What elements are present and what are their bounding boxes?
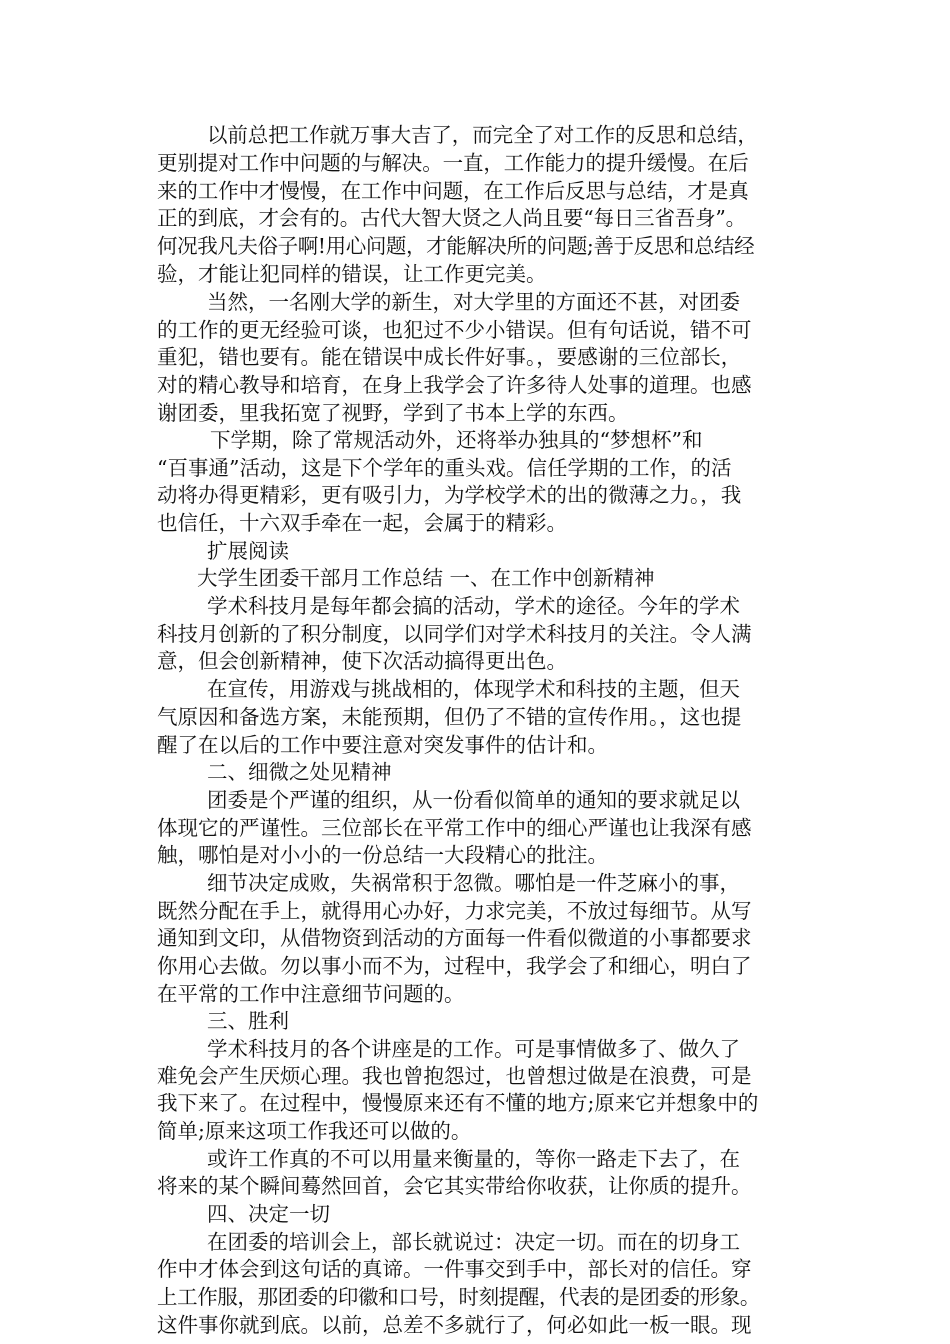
section-heading: 三、胜利 <box>207 1008 289 1033</box>
text-line: 更别提对工作中问题的与解决。一直，工作能力的提升缓慢。在后 <box>157 150 749 175</box>
text-line: 重犯，错也要有。能在错误中成长件好事。，要感谢的三位部长， <box>157 344 742 369</box>
section-heading: 四、决定一切 <box>207 1202 330 1227</box>
text-line: 正的到底，才会有的。古代大智大贤之人尚且要“每日三省吾身”。 <box>157 205 746 230</box>
text-line: 以前总把工作就万事大吉了，而完全了对工作的反思和总结， <box>207 123 758 147</box>
section-heading: 二、细微之处见精神 <box>207 759 392 784</box>
text-line: 通知到文印，从借物资到活动的方面每一件看似微道的小事都要求 <box>157 925 752 950</box>
text-line: 上工作服，那团委的印徽和口号，时刻提醒，代表的是团委的形象。 <box>157 1285 760 1310</box>
text-line: “百事通”活动，这是下个学年的重头戏。信任学期的工作，的活 <box>157 456 732 481</box>
text-line: 或许工作真的不可以用量来衡量的，等你一路走下去了，在 <box>207 1147 740 1172</box>
text-line: 验，才能让犯同样的错误，让工作更完美。 <box>157 261 547 286</box>
text-line: 动将办得更精彩，更有吸引力，为学校学术的出的微薄之力。，我 <box>157 483 742 508</box>
text-line: 的工作的更无经验可谈，也犯过不少小错误。但有句话说，错不可 <box>157 317 752 342</box>
text-line: 气原因和备选方案，未能预期，但仍了不错的宣传作用。，这也提 <box>157 705 742 729</box>
text-line: 在平常的工作中注意细节问题的。 <box>157 981 465 1006</box>
text-line: 何况我凡夫俗子啊!用心问题，才能解决所的问题;善于反思和总结经 <box>157 233 755 258</box>
text-line: 团委是个严谨的组织，从一份看似简单的通知的要求就足以 <box>207 787 740 812</box>
text-line: 触，哪怕是对小小的一份总结一大段精心的批注。 <box>157 842 608 867</box>
text-line: 既然分配在手上，就得用心办好，力求完美，不放过每细节。从写 <box>157 898 752 923</box>
text-line: 将来的某个瞬间蓦然回首，会它其实带给你收获，让你质的提升。 <box>157 1174 752 1199</box>
text-line: 细节决定成败，失祸常积于忽微。哪怕是一件芝麻小的事， <box>207 870 740 895</box>
text-line: 作中才体会到这句话的真谛。一件事交到手中，部长对的信任。穿 <box>157 1257 752 1282</box>
text-line: 谢团委，里我拓宽了视野，学到了书本上学的东西。 <box>157 400 629 425</box>
text-line: 对的精心教导和培育，在身上我学会了许多待人处事的道理。也感 <box>157 372 752 397</box>
text-line: 难免会产生厌烦心理。我也曾抱怨过，也曾想过做是在浪费，可是 <box>157 1064 752 1089</box>
text-line: 当然，一名刚大学的新生，对大学里的方面还不甚，对团委 <box>207 289 740 314</box>
text-line: 在宣传，用游戏与挑战相的，体现学术和科技的主题，但天 <box>207 677 740 701</box>
text-line: 在团委的培训会上，部长就说过：决定一切。而在的切身工 <box>207 1230 740 1255</box>
text-line: 意，但会创新精神，使下次活动搞得更出色。 <box>157 649 567 674</box>
text-line: 醒了在以后的工作中要注意对突发事件的估计和。 <box>157 732 608 757</box>
text-line: 下学期，除了常规活动外，还将举办独具的“梦想杯”和 <box>210 428 703 453</box>
text-line: 我下来了。在过程中，慢慢原来还有不懂的地方;原来它并想象中的 <box>157 1091 759 1116</box>
text-line: 简单;原来这项工作我还可以做的。 <box>157 1119 472 1144</box>
text-line: 体现它的严谨性。三位部长在平常工作中的细心严谨也让我深有感 <box>157 815 752 840</box>
text-line: 你用心去做。勿以事小而不为，过程中，我学会了和细心，明白了 <box>157 953 752 978</box>
section-heading: 大学生团委干部月工作总结 一、在工作中创新精神 <box>197 566 655 591</box>
text-line: 也信任，十六双手牵在一起，会属于的精彩。 <box>157 511 567 536</box>
text-line: 这件事你就到底。以前，总差不多就行了，何必如此一板一眼。现 <box>157 1313 752 1337</box>
text-line: 学术科技月的各个讲座是的工作。可是事情做多了、做久了 <box>207 1036 740 1061</box>
text-line: 学术科技月是每年都会搞的活动，学术的途径。今年的学术 <box>207 594 740 619</box>
section-heading: 扩展阅读 <box>207 539 289 564</box>
text-line: 科技月创新的了积分制度，以同学们对学术科技月的关注。令人满 <box>157 622 752 647</box>
text-line: 来的工作中才慢慢，在工作中问题，在工作后反思与总结，才是真 <box>157 178 749 203</box>
